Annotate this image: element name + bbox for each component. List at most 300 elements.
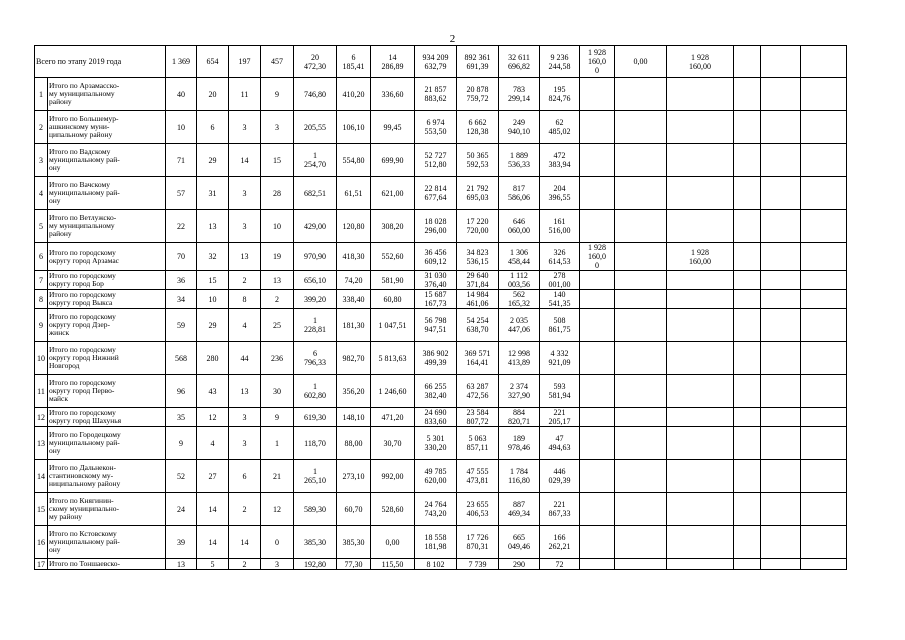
table-cell: 2 [229,271,261,290]
table-cell: 3 [229,210,261,243]
table-cell [734,559,761,570]
table-cell: 43 [197,375,229,408]
table-cell: 273,10 [337,460,371,493]
table-cell: 589,30 [294,493,337,526]
table-cell: 386 902 499,39 [415,342,457,375]
table-row [35,559,847,570]
row-number: 16 [35,526,48,559]
table-cell [667,78,734,111]
table-cell [615,210,667,243]
table-cell [615,243,667,271]
table-cell: 10 [166,111,197,144]
table-cell: 992,00 [371,460,415,493]
table-cell: 783 299,14 [499,78,540,111]
table-cell: 5 301 330,20 [415,427,457,460]
table-cell: 47 494,63 [540,427,580,460]
table-cell [761,271,801,290]
table-cell: 106,10 [337,111,371,144]
table-cell: 6 796,33 [294,342,337,375]
row-number: 15 [35,493,48,526]
totals-cell: 32 611 696,82 [499,46,540,78]
table-cell [734,78,761,111]
table-cell [734,309,761,342]
table-cell: 290 [499,559,540,570]
table-row [35,144,847,177]
row-name: Итого по Тоншаевско- [48,559,166,570]
totals-cell: 1 928 160,0 0 [580,46,615,78]
row-name: Итого по городскому округу город Перво- майск [48,375,166,408]
table-cell: 13 [197,210,229,243]
row-name: Итого по Вачскому муниципальному рай- ону [48,177,166,210]
table-cell: 562 165,32 [499,290,540,309]
table-cell [580,375,615,408]
table-cell [580,427,615,460]
table-cell: 385,30 [294,526,337,559]
table-cell [761,111,801,144]
table-cell: 54 254 638,70 [457,309,499,342]
table-cell: 418,30 [337,243,371,271]
table-cell: 4 [197,427,229,460]
table-cell [761,559,801,570]
table-cell: 221 205,17 [540,408,580,427]
table-row [35,408,847,427]
table-cell [667,271,734,290]
table-cell: 15 [197,271,229,290]
table-row [35,78,847,111]
table-cell [734,493,761,526]
table-cell: 30 [261,375,294,408]
statistics-table [34,45,847,570]
table-cell: 57 [166,177,197,210]
row-name: Итого по Вадскому муниципальному рай- ону [48,144,166,177]
row-number: 4 [35,177,48,210]
table-cell [801,408,847,427]
table-cell: 619,30 [294,408,337,427]
totals-cell: 1 369 [166,46,197,78]
table-cell: 25 [261,309,294,342]
table-cell [761,78,801,111]
table-row [35,271,847,290]
table-cell: 29 [197,309,229,342]
table-cell: 27 [197,460,229,493]
table-cell: 14 984 461,06 [457,290,499,309]
table-cell: 29 [197,144,229,177]
table-cell: 195 824,76 [540,78,580,111]
table-cell [761,526,801,559]
table-cell [667,342,734,375]
row-number: 8 [35,290,48,309]
table-cell: 593 581,94 [540,375,580,408]
table-cell: 249 940,10 [499,111,540,144]
table-cell [761,460,801,493]
table-cell: 15 [261,144,294,177]
table-cell: 56 798 947,51 [415,309,457,342]
totals-cell: 0,00 [615,46,667,78]
table-cell [667,559,734,570]
table-cell: 3 [229,111,261,144]
totals-cell [761,46,801,78]
table-row [35,290,847,309]
table-cell: 6 974 553,50 [415,111,457,144]
table-cell: 66 255 382,40 [415,375,457,408]
table-cell: 699,90 [371,144,415,177]
table-cell: 568 [166,342,197,375]
table-cell [667,526,734,559]
row-number: 3 [35,144,48,177]
table-cell: 24 690 833,60 [415,408,457,427]
table-cell: 22 814 677,64 [415,177,457,210]
table-cell [667,460,734,493]
table-cell [667,493,734,526]
table-cell: 28 [261,177,294,210]
table-cell: 3 [261,559,294,570]
table-cell: 20 [197,78,229,111]
table-cell [580,559,615,570]
totals-cell: 654 [197,46,229,78]
table-cell: 30,70 [371,427,415,460]
row-number: 11 [35,375,48,408]
table-cell [615,271,667,290]
table-cell: 280 [197,342,229,375]
table-cell: 60,80 [371,290,415,309]
table-cell: 2 [261,290,294,309]
table-cell: 4 [229,309,261,342]
totals-cell [734,46,761,78]
table-cell: 11 [229,78,261,111]
table-cell: 554,80 [337,144,371,177]
table-cell [580,210,615,243]
table-cell [580,309,615,342]
table-cell: 6 [197,111,229,144]
table-cell: 52 727 512,80 [415,144,457,177]
table-cell [615,111,667,144]
row-name: Итого по Кстовскому муниципальному рай- ону [48,526,166,559]
table-cell: 278 001,00 [540,271,580,290]
table-cell: 118,70 [294,427,337,460]
table-cell: 10 [261,210,294,243]
row-number: 17 [35,559,48,570]
table-cell: 161 516,00 [540,210,580,243]
table-cell: 446 029,39 [540,460,580,493]
table-cell: 22 [166,210,197,243]
table-cell [761,493,801,526]
table-cell: 8 102 [415,559,457,570]
table-cell [580,144,615,177]
table-cell: 23 584 807,72 [457,408,499,427]
table-cell [580,408,615,427]
table-cell: 31 030 376,40 [415,271,457,290]
table-cell: 5 063 857,11 [457,427,499,460]
table-cell [761,408,801,427]
table-cell: 3 [229,177,261,210]
table-cell [580,177,615,210]
table-cell: 399,20 [294,290,337,309]
table-cell [667,375,734,408]
table-cell [734,460,761,493]
table-cell [615,493,667,526]
row-name: Итого по городскому округу город Выкса [48,290,166,309]
totals-cell: 6 185,41 [337,46,371,78]
table-cell: 2 [229,559,261,570]
table-cell: 61,51 [337,177,371,210]
table-cell: 13 [261,271,294,290]
table-cell: 552,60 [371,243,415,271]
table-cell: 13 [166,559,197,570]
table-cell: 14 [197,526,229,559]
table-row [35,375,847,408]
table-cell [734,427,761,460]
table-cell: 508 861,75 [540,309,580,342]
table-row [35,111,847,144]
row-name: Итого по городскому округу город Дзер- жинск [48,309,166,342]
table-cell: 1 602,80 [294,375,337,408]
row-name: Итого по Княгинин- скому муниципально- му району [48,493,166,526]
table-cell: 5 813,63 [371,342,415,375]
table-cell [580,342,615,375]
table-cell: 3 [229,408,261,427]
table-cell [761,144,801,177]
table-cell [801,427,847,460]
table-cell: 9 [166,427,197,460]
table-cell: 21 857 883,62 [415,78,457,111]
table-cell: 9 [261,408,294,427]
row-number: 6 [35,243,48,271]
table-cell: 2 035 447,06 [499,309,540,342]
table-cell: 1 928 160,0 0 [580,243,615,271]
table-cell [615,78,667,111]
row-number: 14 [35,460,48,493]
table-cell: 15 687 167,73 [415,290,457,309]
row-number: 9 [35,309,48,342]
table-cell: 120,80 [337,210,371,243]
table-cell [615,427,667,460]
table-cell: 44 [229,342,261,375]
table-cell: 14 [197,493,229,526]
row-name: Итого по Дальнекон- стантиновскому му- ниципальному району [48,460,166,493]
table-cell: 205,55 [294,111,337,144]
table-cell [615,309,667,342]
table-cell: 14 [229,526,261,559]
table-cell: 1 112 003,56 [499,271,540,290]
table-cell [761,243,801,271]
table-cell [801,243,847,271]
table-cell [801,309,847,342]
table-cell: 115,50 [371,559,415,570]
row-number: 12 [35,408,48,427]
table-cell: 19 [261,243,294,271]
table-cell: 181,30 [337,309,371,342]
row-number: 7 [35,271,48,290]
table-cell: 2 [229,493,261,526]
table-cell: 682,51 [294,177,337,210]
table-cell: 192,80 [294,559,337,570]
table-cell: 338,40 [337,290,371,309]
table-cell: 62 485,02 [540,111,580,144]
table-cell: 221 867,33 [540,493,580,526]
table-cell [615,375,667,408]
table-cell: 21 792 695,03 [457,177,499,210]
row-name: Итого по городскому округу город Бор [48,271,166,290]
table-cell: 236 [261,342,294,375]
table-cell [580,111,615,144]
table-cell [801,78,847,111]
table-row [35,460,847,493]
table-cell [761,427,801,460]
totals-cell: 1 928 160,00 [667,46,734,78]
table-cell: 47 555 473,81 [457,460,499,493]
table-cell: 18 028 296,00 [415,210,457,243]
table-cell: 31 [197,177,229,210]
table-cell: 3 [229,427,261,460]
table-cell: 36 456 609,12 [415,243,457,271]
totals-cell: 457 [261,46,294,78]
totals-cell [801,46,847,78]
table-cell [761,210,801,243]
table-cell: 12 [261,493,294,526]
table-cell [801,290,847,309]
table-cell: 17 726 870,31 [457,526,499,559]
table-cell [801,210,847,243]
table-cell [734,375,761,408]
table-cell [734,408,761,427]
totals-cell: 9 236 244,58 [540,46,580,78]
row-name: Итого по городскому округу город Шахунья [48,408,166,427]
table-cell: 6 662 128,38 [457,111,499,144]
table-cell: 581,90 [371,271,415,290]
table-cell: 24 [166,493,197,526]
table-cell: 52 [166,460,197,493]
table-cell: 59 [166,309,197,342]
row-number: 13 [35,427,48,460]
table-cell: 326 614,53 [540,243,580,271]
table-cell [667,111,734,144]
table-cell: 970,90 [294,243,337,271]
table-cell: 13 [229,375,261,408]
totals-cell: 197 [229,46,261,78]
table-cell: 1 246,60 [371,375,415,408]
table-cell: 7 739 [457,559,499,570]
page-number: 2 [449,33,456,45]
table-cell: 13 [229,243,261,271]
table-cell [615,144,667,177]
table-cell [615,559,667,570]
table-cell: 884 820,71 [499,408,540,427]
table-cell [580,460,615,493]
table-cell: 471,20 [371,408,415,427]
table-cell: 74,20 [337,271,371,290]
totals-cell: 14 286,89 [371,46,415,78]
table-cell [801,460,847,493]
table-cell [761,375,801,408]
table-cell [667,427,734,460]
table-cell [761,177,801,210]
row-name: Итого по городскому округу город Арзамас [48,243,166,271]
table-cell: 29 640 371,84 [457,271,499,290]
table-cell [801,111,847,144]
table-cell: 0 [261,526,294,559]
totals-label: Всего по этапу 2019 года [35,46,166,78]
table-cell: 369 571 164,41 [457,342,499,375]
table-cell [801,177,847,210]
table-cell: 1 265,10 [294,460,337,493]
table-cell: 39 [166,526,197,559]
table-cell: 6 [229,460,261,493]
table-cell: 140 541,35 [540,290,580,309]
table-row [35,177,847,210]
table-cell: 189 978,46 [499,427,540,460]
table-cell: 40 [166,78,197,111]
table-cell: 621,00 [371,177,415,210]
table-cell [580,271,615,290]
table-cell [580,78,615,111]
table-cell: 20 878 759,72 [457,78,499,111]
table-cell: 356,20 [337,375,371,408]
table-cell: 982,70 [337,342,371,375]
table-row [35,493,847,526]
table-cell: 9 [261,78,294,111]
table-cell: 817 586,06 [499,177,540,210]
table-cell [734,144,761,177]
table-cell [801,342,847,375]
table-cell: 12 [197,408,229,427]
table-cell [761,342,801,375]
table-cell: 21 [261,460,294,493]
table-cell [667,210,734,243]
table-cell: 887 469,34 [499,493,540,526]
table-cell: 34 [166,290,197,309]
table-cell: 656,10 [294,271,337,290]
table-cell [667,290,734,309]
table-cell [615,177,667,210]
row-number: 10 [35,342,48,375]
table-cell [580,493,615,526]
table-cell: 665 049,46 [499,526,540,559]
table-cell: 60,70 [337,493,371,526]
table-cell: 35 [166,408,197,427]
totals-cell: 934 209 632,79 [415,46,457,78]
totals-cell: 20 472,30 [294,46,337,78]
row-name: Итого по Городецкому муниципальному рай- ону [48,427,166,460]
table-cell: 204 396,55 [540,177,580,210]
table-cell: 96 [166,375,197,408]
table-cell [615,408,667,427]
table-cell: 72 [540,559,580,570]
table-cell: 17 220 720,00 [457,210,499,243]
table-cell [734,526,761,559]
table-cell [667,408,734,427]
table-row [35,210,847,243]
table-cell: 148,10 [337,408,371,427]
table-cell: 2 374 327,90 [499,375,540,408]
table-cell: 18 558 181,98 [415,526,457,559]
table-cell [734,111,761,144]
table-cell [734,243,761,271]
table-cell: 1 [261,427,294,460]
table-cell: 528,60 [371,493,415,526]
row-name: Итого по городскому округу город Нижний Новгород [48,342,166,375]
table-cell [615,526,667,559]
table-cell [615,342,667,375]
table-cell: 99,45 [371,111,415,144]
table-cell [734,210,761,243]
table-cell [734,342,761,375]
totals-cell: 892 361 691,39 [457,46,499,78]
table-cell [667,309,734,342]
table-cell: 14 [229,144,261,177]
row-name: Итого по Ветлужско- му муниципальному району [48,210,166,243]
table-cell: 336,60 [371,78,415,111]
table-cell: 429,00 [294,210,337,243]
